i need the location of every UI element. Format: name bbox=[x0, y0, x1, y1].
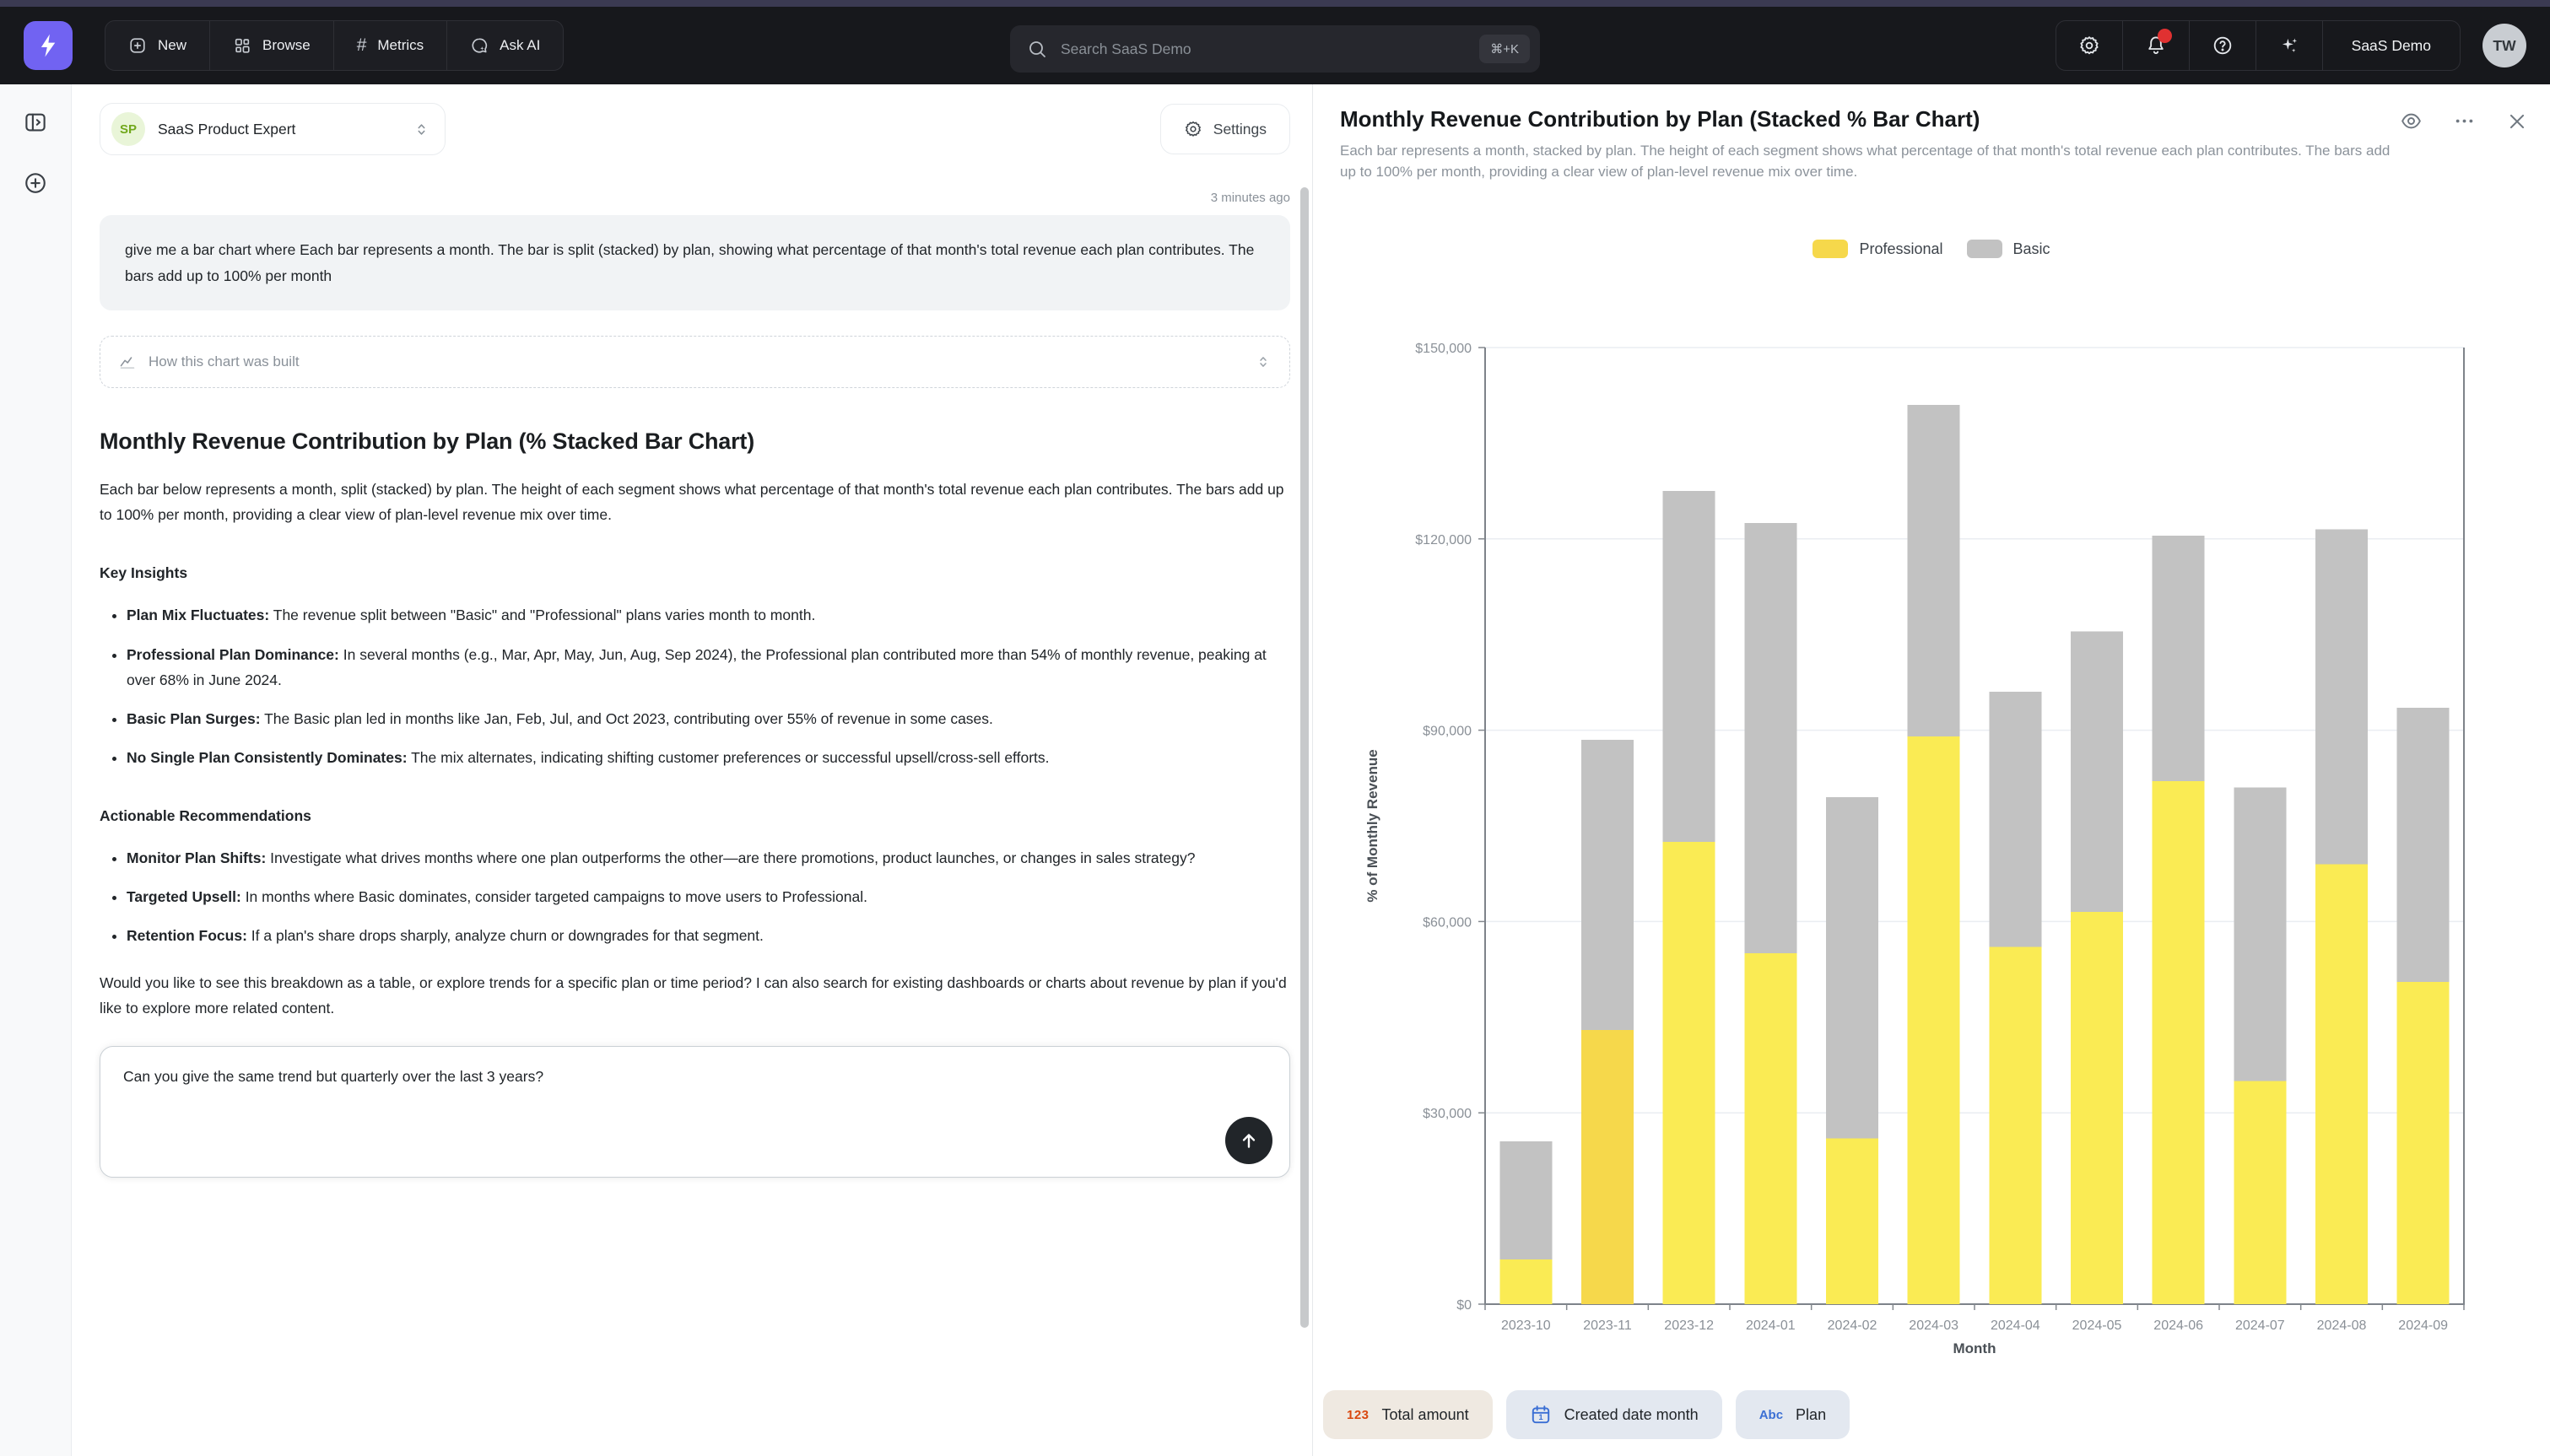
sparkles-icon bbox=[2278, 35, 2300, 57]
svg-text:1: 1 bbox=[1538, 1413, 1543, 1422]
chart-viewer-panel bbox=[1313, 84, 2550, 1456]
chat-scrollbar-thumb[interactable] bbox=[1300, 187, 1309, 1328]
bullet-item: • No Single Plan Consistently Dominates: The mix alternates, indicating shifting customer preferences or successful upsell/cross-sell efforts. bbox=[127, 745, 1290, 770]
how-built-label: How this chart was built bbox=[149, 353, 300, 370]
bar-professional-2024-02[interactable] bbox=[1826, 1138, 1878, 1304]
bar-professional-2024-05[interactable] bbox=[2071, 912, 2123, 1304]
message-timestamp: 3 minutes ago bbox=[1210, 191, 1290, 205]
x-tick-label: 2024-01 bbox=[1745, 1318, 1796, 1333]
bullet-item: • Targeted Upsell: In months where Basic dominates, consider targeted campaigns to move users to Professional. bbox=[127, 884, 1290, 909]
select-chevrons-icon bbox=[413, 121, 430, 138]
bar-professional-2024-01[interactable] bbox=[1744, 953, 1796, 1304]
bar-professional-2023-12[interactable] bbox=[1663, 842, 1715, 1304]
x-tick-label: 2024-02 bbox=[1827, 1318, 1877, 1333]
tag-created-date-month[interactable] bbox=[1506, 1390, 1722, 1439]
bar-basic-2024-07[interactable] bbox=[2234, 788, 2286, 1081]
bar-professional-2024-03[interactable] bbox=[1908, 736, 1960, 1304]
abc-icon: Abc bbox=[1759, 1407, 1784, 1422]
response-outro: Would you like to see this breakdown as a table, or explore trends for a specific plan or time period? I can also search for existing dashboards or charts about revenue by plan if you'd like to explore more related content. bbox=[100, 974, 1287, 1017]
legend-label-professional: Professional bbox=[1859, 240, 1943, 257]
chat-input[interactable] bbox=[100, 1046, 1290, 1178]
top-navigation bbox=[0, 0, 2550, 84]
legend-item-basic[interactable] bbox=[1967, 240, 2050, 258]
gear-icon bbox=[1184, 120, 1202, 138]
metrics-button[interactable] bbox=[333, 21, 446, 70]
x-tick-label: 2024-09 bbox=[2398, 1318, 2449, 1333]
y-tick-label: $30,000 bbox=[1423, 1107, 1472, 1122]
bullet-item: • Monitor Plan Shifts: Investigate what drives months where one plan outperforms the other—are there promotions, product launches, or changes in sales strategy? bbox=[127, 845, 1290, 871]
response-intro: Each bar below represents a month, split (stacked) by plan. The height of each segment shows what percentage of that month's total revenue each plan contributes. The bars add up to 100% per month, providing a clear view of plan-level revenue mix over time. bbox=[100, 481, 1284, 524]
x-tick-label: 2024-05 bbox=[2072, 1318, 2122, 1333]
settings-button-label: Settings bbox=[1213, 120, 1267, 138]
browse-button[interactable] bbox=[209, 21, 333, 70]
response-heading: Monthly Revenue Contribution by Plan (% Stacked Bar Chart) bbox=[100, 429, 754, 455]
arrow-up-icon bbox=[1238, 1130, 1260, 1151]
y-tick-label: $90,000 bbox=[1423, 724, 1472, 739]
x-tick-label: 2024-03 bbox=[1909, 1318, 1959, 1333]
global-search-input[interactable] bbox=[1010, 25, 1540, 73]
grid-icon bbox=[233, 36, 251, 55]
agent-avatar: SP bbox=[111, 112, 145, 146]
bar-professional-2024-07[interactable] bbox=[2234, 1081, 2286, 1304]
x-tick-label: 2024-04 bbox=[1990, 1318, 2040, 1333]
bullet-item: • Retention Focus: If a plan's share drops sharply, analyze churn or downgrades for that segment. bbox=[127, 923, 1290, 948]
collapse-sidebar-icon[interactable] bbox=[23, 110, 48, 135]
y-tick-label: $60,000 bbox=[1423, 915, 1472, 930]
bar-basic-2024-06[interactable] bbox=[2153, 536, 2205, 781]
chart-panel-title: Monthly Revenue Contribution by Plan (Stacked % Bar Chart) bbox=[1340, 106, 1980, 132]
more-menu-icon[interactable] bbox=[2453, 110, 2476, 132]
search-icon bbox=[1027, 39, 1047, 59]
x-tick-label: 2024-06 bbox=[2153, 1318, 2204, 1333]
user-avatar[interactable] bbox=[2482, 24, 2526, 67]
y-tick-label: $150,000 bbox=[1415, 342, 1472, 356]
chat-star-icon bbox=[470, 36, 489, 55]
chat-input-value: Can you give the same trend but quarterly over the last 3 years? bbox=[123, 1068, 544, 1086]
ask-ai-button[interactable] bbox=[446, 21, 563, 70]
bar-professional-2024-09[interactable] bbox=[2397, 982, 2450, 1304]
recommendations-list bbox=[100, 845, 1290, 948]
bar-professional-2023-11[interactable] bbox=[1581, 1030, 1634, 1304]
bullet-item: • Basic Plan Surges: The Basic plan led in months like Jan, Feb, Jul, and Oct 2023, contributing over 55% of revenue in some cases. bbox=[127, 706, 1290, 731]
lightning-bolt-icon bbox=[35, 32, 62, 59]
bar-professional-2024-06[interactable] bbox=[2153, 781, 2205, 1304]
recommendations-title: Actionable Recommendations bbox=[100, 806, 311, 824]
legend-swatch-basic bbox=[1967, 240, 2002, 258]
tag-label: Total amount bbox=[1381, 1405, 1469, 1423]
bar-basic-2023-11[interactable] bbox=[1581, 740, 1634, 1030]
x-tick-label: 2023-10 bbox=[1500, 1318, 1551, 1333]
gear-icon bbox=[2078, 35, 2100, 57]
tag-plan[interactable] bbox=[1736, 1390, 1850, 1439]
bar-basic-2023-10[interactable] bbox=[1499, 1141, 1552, 1259]
legend-label-basic: Basic bbox=[2012, 240, 2050, 257]
user-message: give me a bar chart where Each bar represents a month. The bar is split (stacked) by plan, showing what percentage of that month's total revenue each plan contributes. The bars add up to 100% per month bbox=[100, 215, 1290, 310]
bar-professional-2024-04[interactable] bbox=[1989, 947, 2041, 1304]
notifications-button[interactable] bbox=[2122, 21, 2189, 70]
bar-professional-2024-08[interactable] bbox=[2315, 864, 2368, 1304]
workspace-label: SaaS Demo bbox=[2351, 36, 2431, 54]
agent-settings-button[interactable] bbox=[1160, 104, 1290, 154]
bar-basic-2024-05[interactable] bbox=[2071, 631, 2123, 912]
bullet-item: • Plan Mix Fluctuates: The revenue split between "Basic" and "Professional" plans varies month to month. bbox=[127, 602, 1290, 628]
new-button-label: New bbox=[158, 37, 187, 53]
x-tick-label: 2023-12 bbox=[1664, 1318, 1715, 1333]
bar-basic-2024-09[interactable] bbox=[2397, 708, 2450, 982]
x-tick-label: 2023-11 bbox=[1583, 1318, 1632, 1333]
plus-square-icon bbox=[128, 36, 147, 55]
window-top-strip bbox=[0, 0, 2550, 7]
how-chart-built-toggle[interactable] bbox=[100, 336, 1290, 388]
x-axis-title: Month bbox=[1953, 1340, 1996, 1356]
bar-basic-2024-08[interactable] bbox=[2315, 529, 2368, 864]
assistant-response bbox=[100, 429, 1290, 1021]
panel-actions bbox=[2400, 110, 2528, 132]
ask-ai-button-label: Ask AI bbox=[500, 37, 541, 53]
insights-list bbox=[100, 602, 1290, 769]
bar-basic-2023-12[interactable] bbox=[1663, 491, 1715, 842]
y-tick-label: $120,000 bbox=[1415, 532, 1472, 547]
select-chevrons-icon bbox=[1256, 354, 1271, 369]
tag-label: Plan bbox=[1796, 1405, 1827, 1423]
new-button[interactable] bbox=[105, 21, 209, 70]
chart-legend bbox=[1313, 240, 2550, 258]
x-tick-label: 2024-07 bbox=[2234, 1318, 2285, 1333]
bar-basic-2024-01[interactable] bbox=[1744, 523, 1796, 953]
notification-badge bbox=[2158, 29, 2172, 43]
help-button[interactable] bbox=[2189, 21, 2256, 70]
search-shortcut-badge: ⌘+K bbox=[1479, 35, 1530, 63]
view-chart-icon[interactable] bbox=[2400, 110, 2423, 132]
bar-basic-2024-04[interactable] bbox=[1989, 692, 2041, 946]
ai-sparkles-button[interactable] bbox=[2256, 21, 2322, 70]
agent-selector[interactable] bbox=[100, 103, 446, 155]
settings-nav-button[interactable] bbox=[2056, 21, 2122, 70]
metrics-button-label: Metrics bbox=[377, 37, 424, 53]
legend-item-professional[interactable] bbox=[1813, 240, 1942, 258]
agent-name: SaaS Product Expert bbox=[158, 120, 296, 138]
workspace-button[interactable] bbox=[2322, 21, 2460, 70]
bar-professional-2023-10[interactable] bbox=[1499, 1259, 1552, 1304]
send-button[interactable] bbox=[1225, 1117, 1272, 1164]
browse-button-label: Browse bbox=[262, 37, 311, 53]
search-placeholder: Search SaaS Demo bbox=[1061, 40, 1191, 57]
chart-line-icon bbox=[119, 353, 136, 370]
hash-icon: # bbox=[356, 35, 367, 55]
insights-title: Key Insights bbox=[100, 564, 188, 582]
chart-svg bbox=[1313, 321, 2550, 1367]
chart-panel-description: Each bar represents a month, stacked by plan. The height of each segment shows what percentage of that month's total revenue each plan contributes. The bars add up to 100% per month, providing a clear view of plan-level revenue mix over time. bbox=[1340, 143, 2391, 180]
calendar-icon bbox=[1530, 1404, 1552, 1426]
x-tick-label: 2024-08 bbox=[2316, 1318, 2367, 1333]
close-icon[interactable] bbox=[2506, 111, 2528, 132]
left-rail bbox=[0, 84, 72, 1456]
bar-basic-2024-02[interactable] bbox=[1826, 797, 1878, 1138]
avatar-initials: TW bbox=[2493, 36, 2516, 54]
chat-panel bbox=[72, 84, 1313, 1456]
field-tags bbox=[1323, 1390, 1850, 1439]
app-logo[interactable] bbox=[24, 21, 73, 70]
bullet-item: • Professional Plan Dominance: In several months (e.g., Mar, Apr, May, Jun, Aug, Sep 2024), the Professional plan contributed more than 54% of monthly revenue, peaking at over 68% in June 2024. bbox=[127, 642, 1290, 693]
123-icon: 123 bbox=[1347, 1407, 1370, 1422]
legend-swatch-professional bbox=[1813, 240, 1848, 258]
tag-label: Created date month bbox=[1564, 1405, 1699, 1423]
tag-total-amount[interactable] bbox=[1323, 1390, 1493, 1439]
help-icon bbox=[2212, 35, 2234, 57]
utility-nav-group bbox=[2056, 20, 2461, 71]
stacked-bar-chart bbox=[1313, 321, 2550, 1367]
y-axis-title: % of Monthly Revenue bbox=[1364, 749, 1380, 903]
bar-basic-2024-03[interactable] bbox=[1908, 405, 1960, 736]
new-thread-icon[interactable] bbox=[23, 170, 48, 196]
y-tick-label: $0 bbox=[1456, 1298, 1472, 1313]
primary-nav-group bbox=[105, 20, 564, 71]
